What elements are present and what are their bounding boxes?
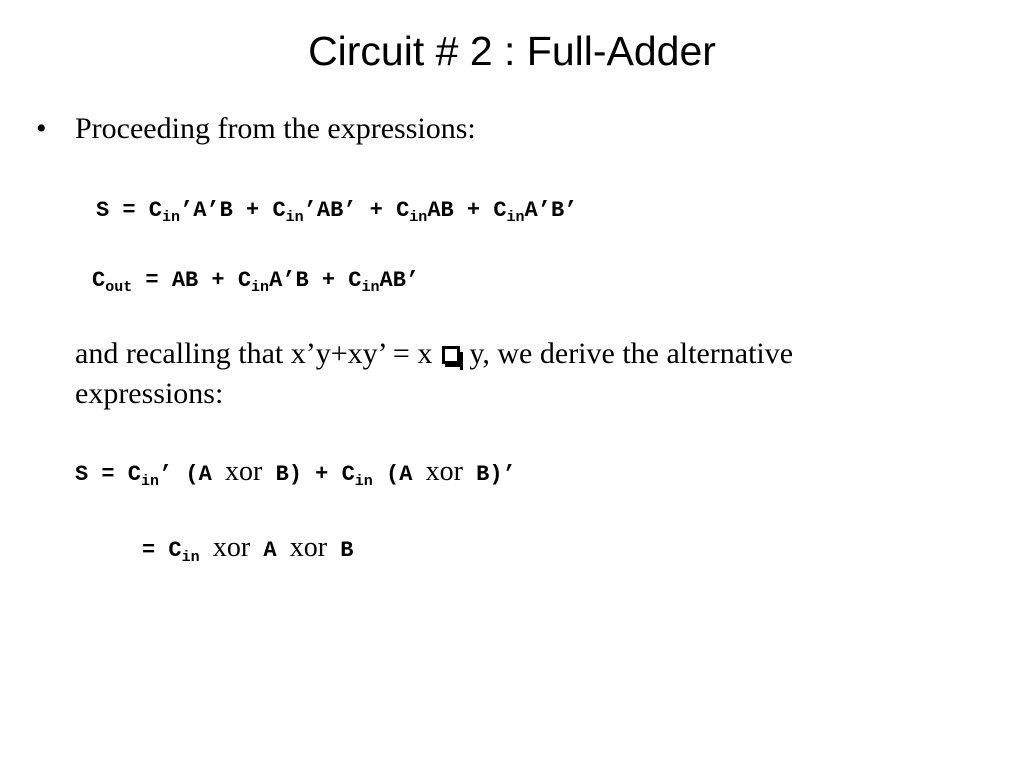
recall-text-line1: and recalling that x’y+xy’ = x y, we derive the alternative [75,337,794,370]
sum-xor-expression: $S = C_{in}$’ (A xor $B) + C_{in}$ (A xor B)’ [75,456,516,490]
bullet-marker: • [36,112,47,145]
slide-title: Circuit # 2 : Full-Adder [308,28,716,74]
sum-xor-simplified: = $C_{in}$ xor A xor B [142,532,354,566]
carry-expression: $C_{out}$ = AB + $C_{in}A’B + C_{in}AB$’ [92,268,420,296]
sum-expression: $S = C_{in}’A’B$ + $C_{in}’AB$’ + $C_{in}AB$ + $C_{in}A’B$’ [96,198,578,226]
recall-text-line2: expressions: [75,377,224,410]
xor-box-icon [442,346,460,364]
intro-text: Proceeding from the expressions: [75,112,476,145]
